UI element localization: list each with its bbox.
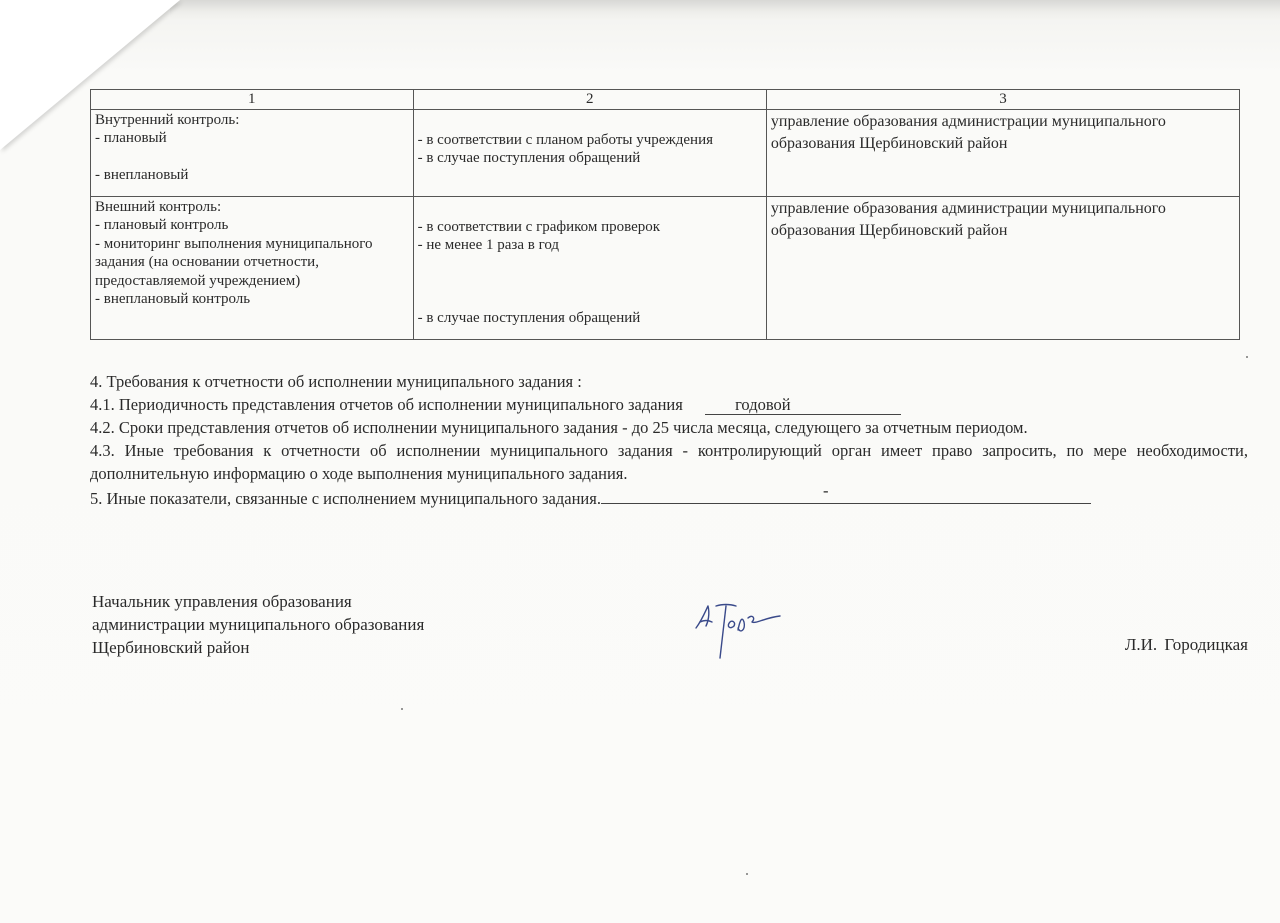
table-header-cell: 2	[413, 90, 766, 110]
authority-cell: управление образования администрации муниципального образования Щербиновский район	[766, 109, 1239, 196]
control-table	[90, 89, 1240, 340]
frequency-cell	[413, 196, 766, 339]
table-row	[91, 196, 1240, 339]
cell-line: - внеплановый контроль	[95, 291, 251, 307]
requirement-heading: 4. Требования к отчетности об исполнении муниципального задания :	[90, 372, 582, 391]
cell-line: - внеплановый	[95, 166, 189, 183]
scan-speck	[401, 708, 403, 710]
frequency-cell	[413, 109, 766, 196]
position-line: администрации муниципального образования	[92, 615, 425, 634]
authority-cell: управление образования администрации муниципального образования Щербиновский район	[766, 196, 1239, 339]
requirement-periodicity	[90, 393, 1248, 416]
cell-line: - плановый	[95, 130, 167, 146]
cell-line: Внешний контроль:	[95, 198, 222, 215]
handwritten-signature-icon	[690, 596, 800, 666]
table-header-cell: 1	[91, 90, 414, 110]
control-type-cell	[91, 196, 414, 339]
control-type-cell	[91, 109, 414, 196]
cell-line: - в случае поступления обращений	[417, 309, 641, 326]
scan-speck	[746, 873, 748, 875]
cell-line: - в соответствии с графиком проверок	[417, 218, 661, 235]
table-header-row	[91, 90, 1240, 110]
cell-line: - в случае поступления обращений	[417, 150, 641, 166]
other-indicators-fill	[601, 481, 1091, 504]
reporting-requirements	[90, 370, 1248, 510]
periodicity-value: годовой	[705, 395, 901, 415]
position-line: Начальник управления образования	[92, 592, 352, 611]
cell-line: - мониторинг выполнения муниципального задания (на основании отчетности, предоставляемой учреждением)	[95, 235, 373, 289]
cell-line: Внутренний контроль:	[95, 111, 240, 128]
table-row	[91, 109, 1240, 196]
periodicity-label: 4.1. Периодичность представления отчетов об исполнении муниципального задания	[90, 395, 683, 414]
cell-line: - не менее 1 раза в год	[417, 237, 560, 253]
signatory-position	[92, 590, 424, 659]
other-indicators-label: 5. Иные показатели, связанные с исполнением муниципального задания.	[90, 489, 601, 508]
table-header-cell: 3	[766, 90, 1239, 110]
cell-line: - в соответствии с планом работы учреждения	[417, 131, 714, 148]
signatory-name: Л.И. Городицкая	[1124, 635, 1248, 654]
requirement-other: 4.3. Иные требования к отчетности об исполнении муниципального задания - контролирующий орган имеет право запросить, по мере необходимости, дополнительную информацию о ходе выполнения муниципального задания.	[90, 441, 1248, 483]
other-indicators-value: -	[822, 481, 829, 500]
requirement-other-indicators	[90, 481, 1248, 510]
requirement-deadlines: 4.2. Сроки представления отчетов об исполнении муниципального задания - до 25 числа месяца, следующего за отчетным периодом.	[90, 418, 1028, 437]
position-line: Щербиновский район	[92, 638, 250, 657]
cell-line: - плановый контроль	[95, 217, 229, 233]
scan-speck	[1246, 356, 1248, 358]
page-top-edge-shadow	[170, 0, 1280, 20]
